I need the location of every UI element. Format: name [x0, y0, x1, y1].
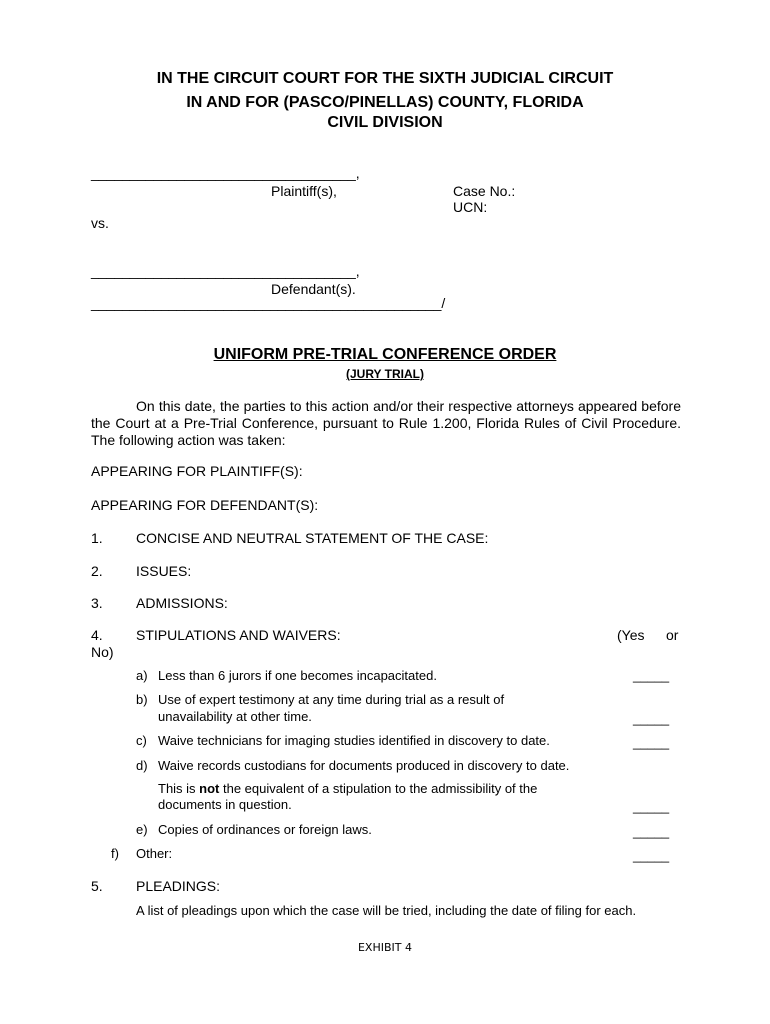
document-subtitle	[0, 367, 770, 381]
document-subtitle-text: (JURY TRIAL)	[346, 367, 424, 381]
court-header-line-2: IN AND FOR (PASCO/PINELLAS) COUNTY, FLORIDA	[186, 94, 584, 111]
section-5-label: PLEADINGS:	[136, 878, 221, 894]
section-3-number: 3.	[91, 595, 103, 611]
stipulation-d-text: Waive records custodians for documents produced in discovery to date.	[158, 758, 570, 773]
plaintiff-name-line: __________________________________,	[91, 165, 360, 181]
stipulation-b-letter: b)	[136, 692, 148, 707]
stipulation-d-note-post: the equivalent of a stipulation to the admissibility of the	[219, 781, 538, 796]
yes-label: (Yes	[617, 627, 645, 643]
appearing-defendant: APPEARING FOR DEFENDANT(S):	[91, 497, 319, 513]
caption-closing-line: _____________________________________________/	[91, 295, 446, 311]
stipulation-d-note-line-1	[158, 781, 537, 796]
ucn-label: UCN:	[453, 199, 488, 215]
stipulation-d-note-bold: not	[199, 781, 220, 796]
stipulation-c-letter: c)	[136, 733, 147, 748]
stipulation-e-blank[interactable]: _____	[633, 824, 670, 839]
or-label: or	[666, 627, 679, 643]
stipulation-c-blank[interactable]: _____	[633, 735, 670, 750]
stipulation-e-text: Copies of ordinances or foreign laws.	[158, 822, 372, 837]
defendant-label: Defendant(s).	[271, 281, 356, 297]
stipulation-d-blank[interactable]: _____	[633, 799, 670, 814]
stipulation-b-blank[interactable]: _____	[633, 711, 670, 726]
stipulation-a-text: Less than 6 jurors if one becomes incapacitated.	[158, 668, 437, 683]
section-5-number: 5.	[91, 878, 103, 894]
document-title	[0, 346, 770, 364]
section-5-description: A list of pleadings upon which the case will be tried, including the date of filing for each.	[136, 903, 637, 918]
intro-text: On this date, the parties to this action and/or their respective attorneys appeared before the Court at a Pre-Trial Conference, pursuant to Rule 1.200, Florida Rules of Civil Procedure. The following action was taken:	[91, 398, 681, 448]
no-label: No)	[91, 644, 114, 660]
section-1-label: CONCISE AND NEUTRAL STATEMENT OF THE CASE:	[136, 530, 489, 546]
case-number-label: Case No.:	[453, 183, 516, 199]
intro-paragraph	[91, 398, 681, 449]
stipulation-c-text: Waive technicians for imaging studies identified in discovery to date.	[158, 733, 550, 748]
court-header-line-1: IN THE CIRCUIT COURT FOR THE SIXTH JUDICIAL CIRCUIT	[156, 70, 614, 87]
stipulation-e-letter: e)	[136, 822, 148, 837]
stipulation-f-blank[interactable]: _____	[633, 848, 670, 863]
appearing-plaintiff: APPEARING FOR PLAINTIFF(S):	[91, 463, 303, 479]
section-1-number: 1.	[91, 530, 103, 546]
section-2-number: 2.	[91, 563, 103, 579]
plaintiff-label: Plaintiff(s),	[271, 183, 337, 199]
versus-label: vs.	[91, 215, 109, 231]
stipulation-a-blank[interactable]: _____	[633, 668, 670, 683]
stipulation-b-line-1: Use of expert testimony at any time during trial as a result of	[158, 692, 505, 707]
section-4-number: 4.	[91, 627, 103, 643]
stipulation-d-note-pre: This is	[158, 781, 200, 796]
stipulation-b-line-2: unavailability at other time.	[158, 709, 312, 724]
section-4-label: STIPULATIONS AND WAIVERS:	[136, 627, 341, 643]
section-3-label: ADMISSIONS:	[136, 595, 228, 611]
exhibit-label: EXHIBIT 4	[357, 941, 412, 954]
stipulation-a-letter: a)	[136, 668, 148, 683]
document-title-text: UNIFORM PRE-TRIAL CONFERENCE ORDER	[213, 346, 557, 363]
court-header-line-3: CIVIL DIVISION	[327, 114, 443, 131]
section-2-label: ISSUES:	[136, 563, 192, 579]
stipulation-f-letter: f)	[111, 846, 119, 861]
defendant-name-line: __________________________________,	[91, 263, 360, 279]
stipulation-f-text: Other:	[136, 846, 173, 861]
stipulation-d-note-line-2: documents in question.	[158, 797, 292, 812]
stipulation-d-letter: d)	[136, 758, 148, 773]
